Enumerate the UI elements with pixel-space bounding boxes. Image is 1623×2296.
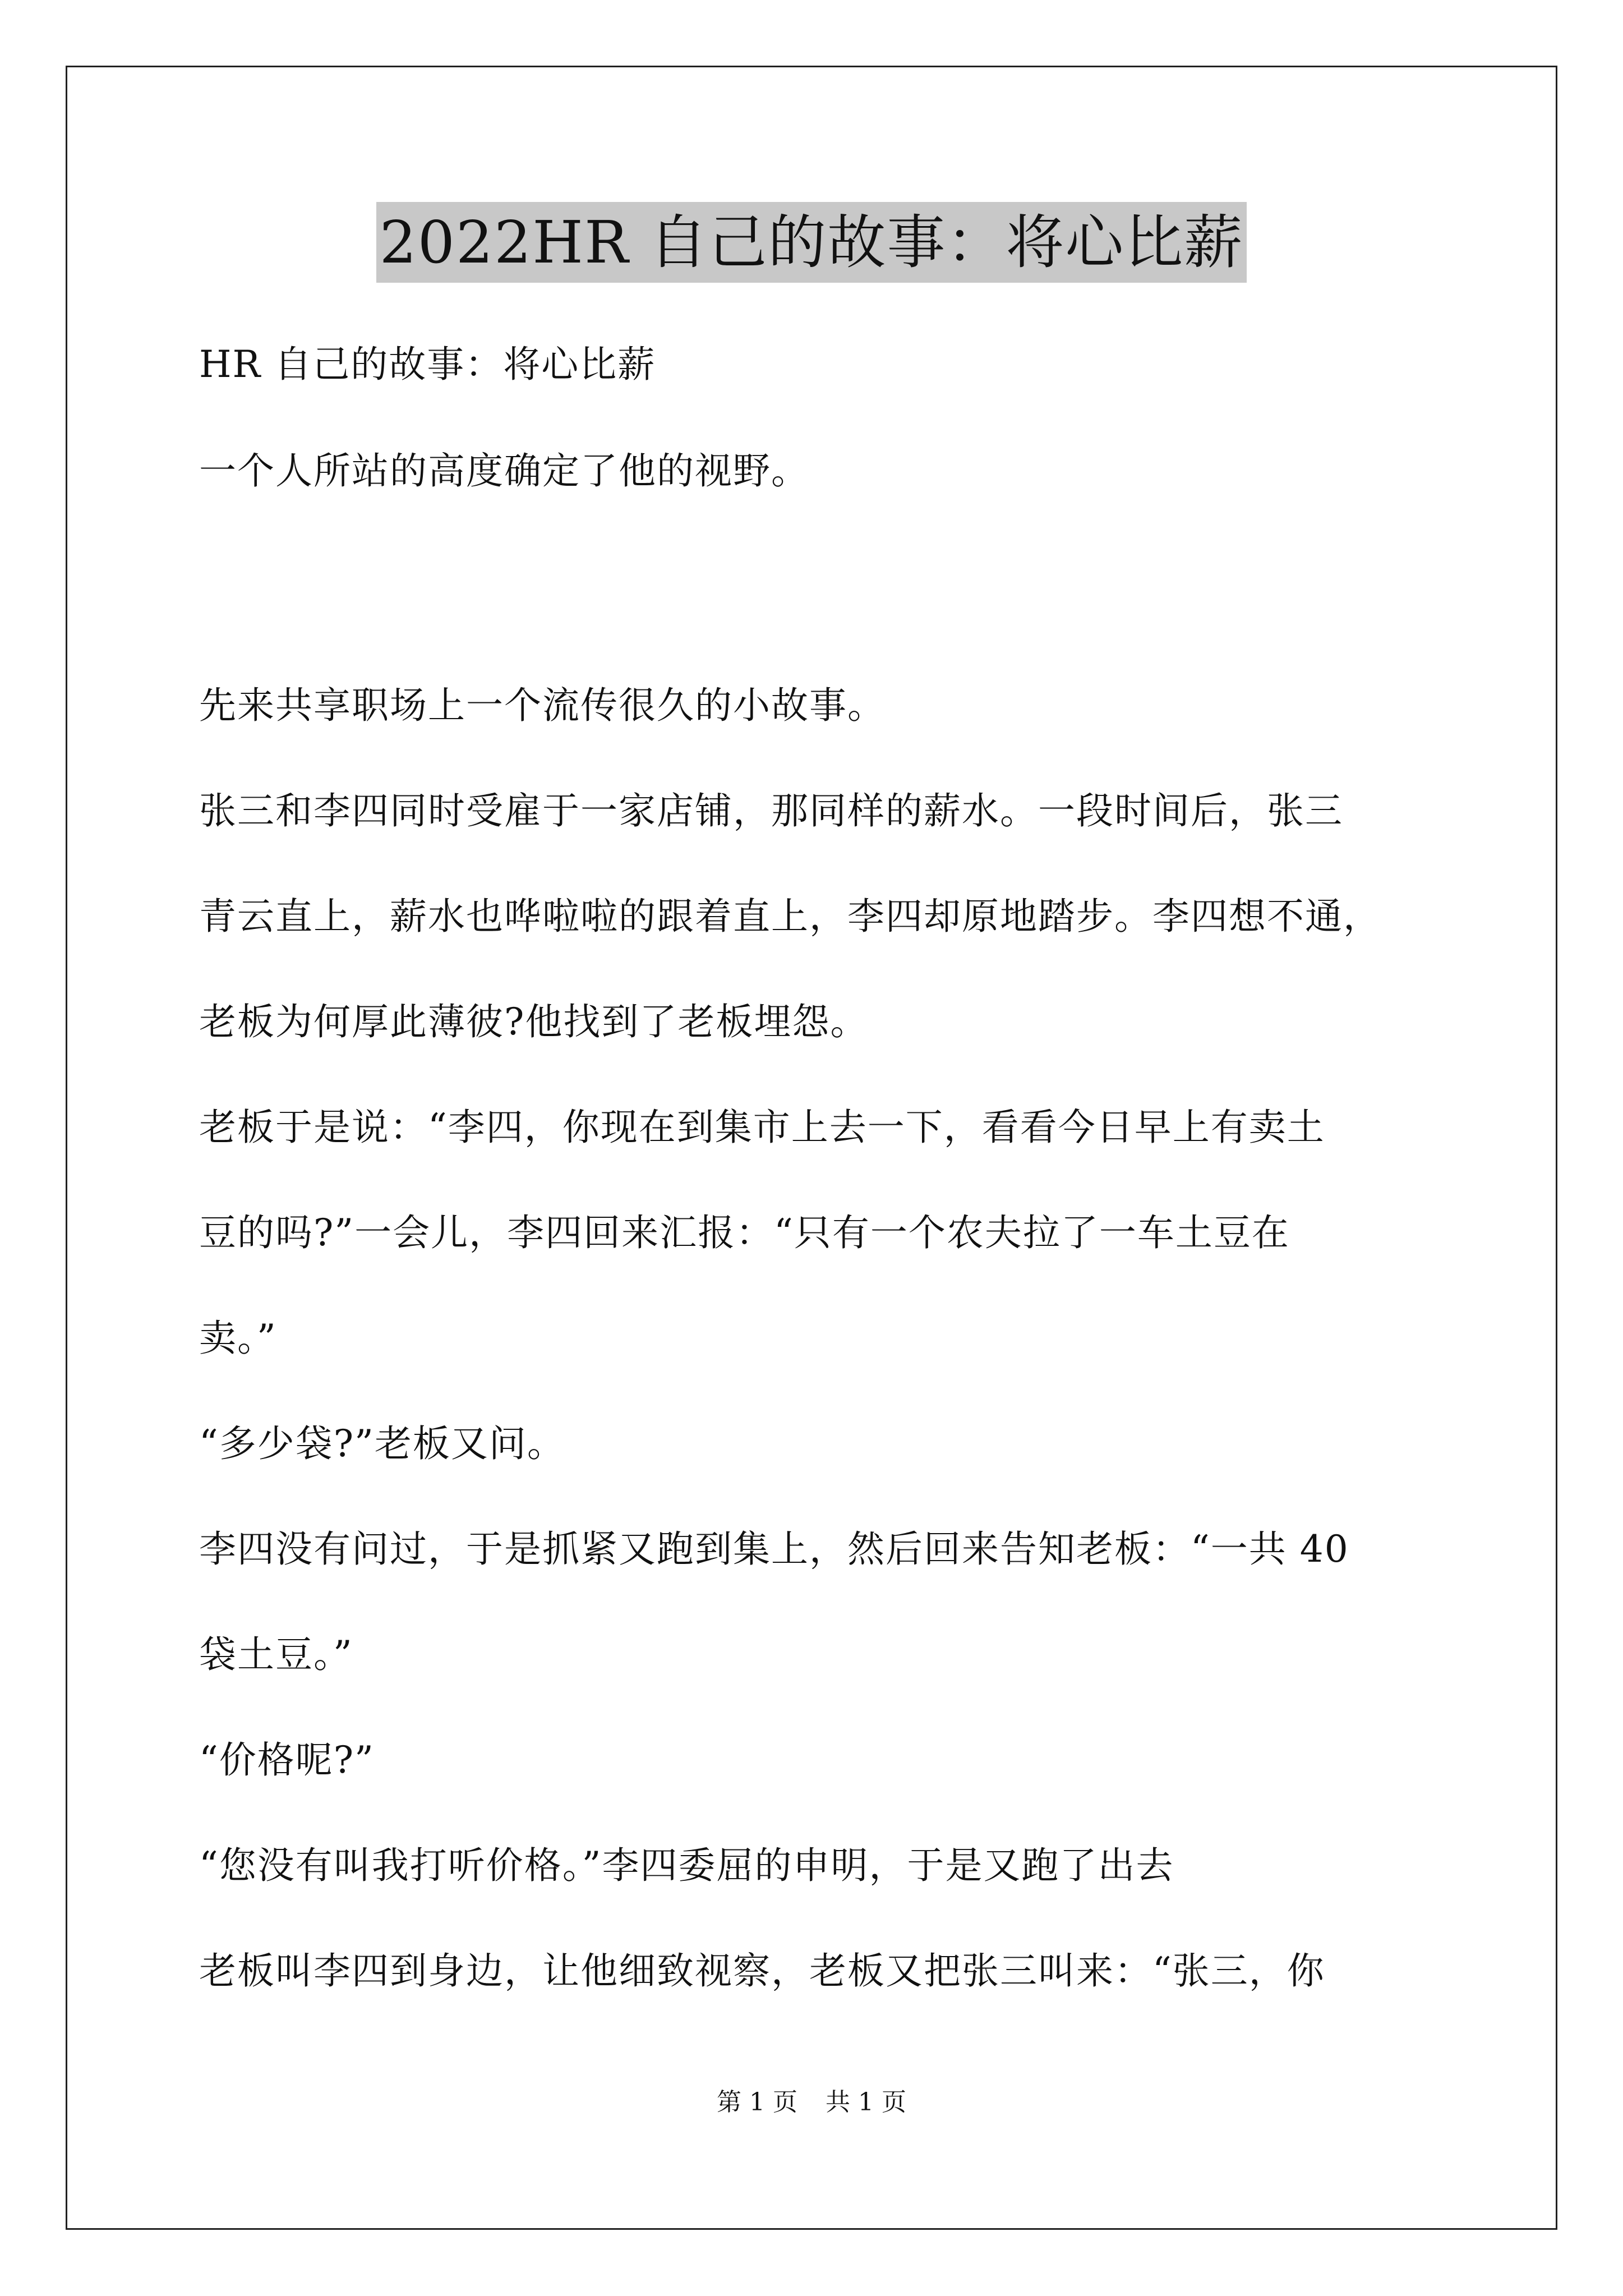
document-body [199, 342, 1461, 2054]
page-total: 共 1 页 [826, 2088, 906, 2116]
paragraph-line: 张三和李四同时受雇于一家店铺，那同样的薪水。一段时间后，张三 [199, 789, 1343, 832]
paragraph-line: 袋土豆。” [199, 1633, 353, 1676]
paragraph-line: 李四没有问过，于是抓紧又跑到集上，然后回来告知老板：“一共 40 [199, 1527, 1349, 1571]
paragraph-line: 老板为何厚此薄彼?他找到了老板埋怨。 [199, 1000, 869, 1043]
paragraph-line: 青云直上，薪水也哗啦啦的跟着直上，李四却原地踏步。李四想不通， [199, 895, 1381, 938]
paragraph-line: “价格呢?” [199, 1738, 375, 1782]
paragraph-line: 豆的吗?”一会儿，李四回来汇报：“只有一个农夫拉了一车土豆在 [199, 1211, 1290, 1254]
document-title: 2022HR 自己的故事：将心比薪 [376, 202, 1247, 283]
paragraph-line: 先来共享职场上一个流传很久的小故事。 [199, 684, 886, 727]
paragraph-line: 老板叫李四到身边，让他细致视察，老板又把张三叫来：“张三，你 [199, 1949, 1325, 1993]
page-footer [0, 2086, 1623, 2119]
paragraph-line: 老板于是说：“李四，你现在到集市上去一下，看看今日早上有卖土 [199, 1106, 1325, 1149]
title-container [0, 202, 1623, 283]
paragraph-line: “多少袋?”老板又问。 [199, 1422, 565, 1465]
page-number: 第 1 页 [717, 2088, 797, 2116]
paragraph-line: 卖。” [199, 1317, 277, 1360]
paragraph-line: “您没有叫我打听价格。”李四委屈的申明，于是又跑了出去 [199, 1844, 1174, 1887]
paragraph-line: HR 自己的故事：将心比薪 [199, 343, 656, 386]
paragraph-line: 一个人所站的高度确定了他的视野。 [199, 449, 809, 493]
